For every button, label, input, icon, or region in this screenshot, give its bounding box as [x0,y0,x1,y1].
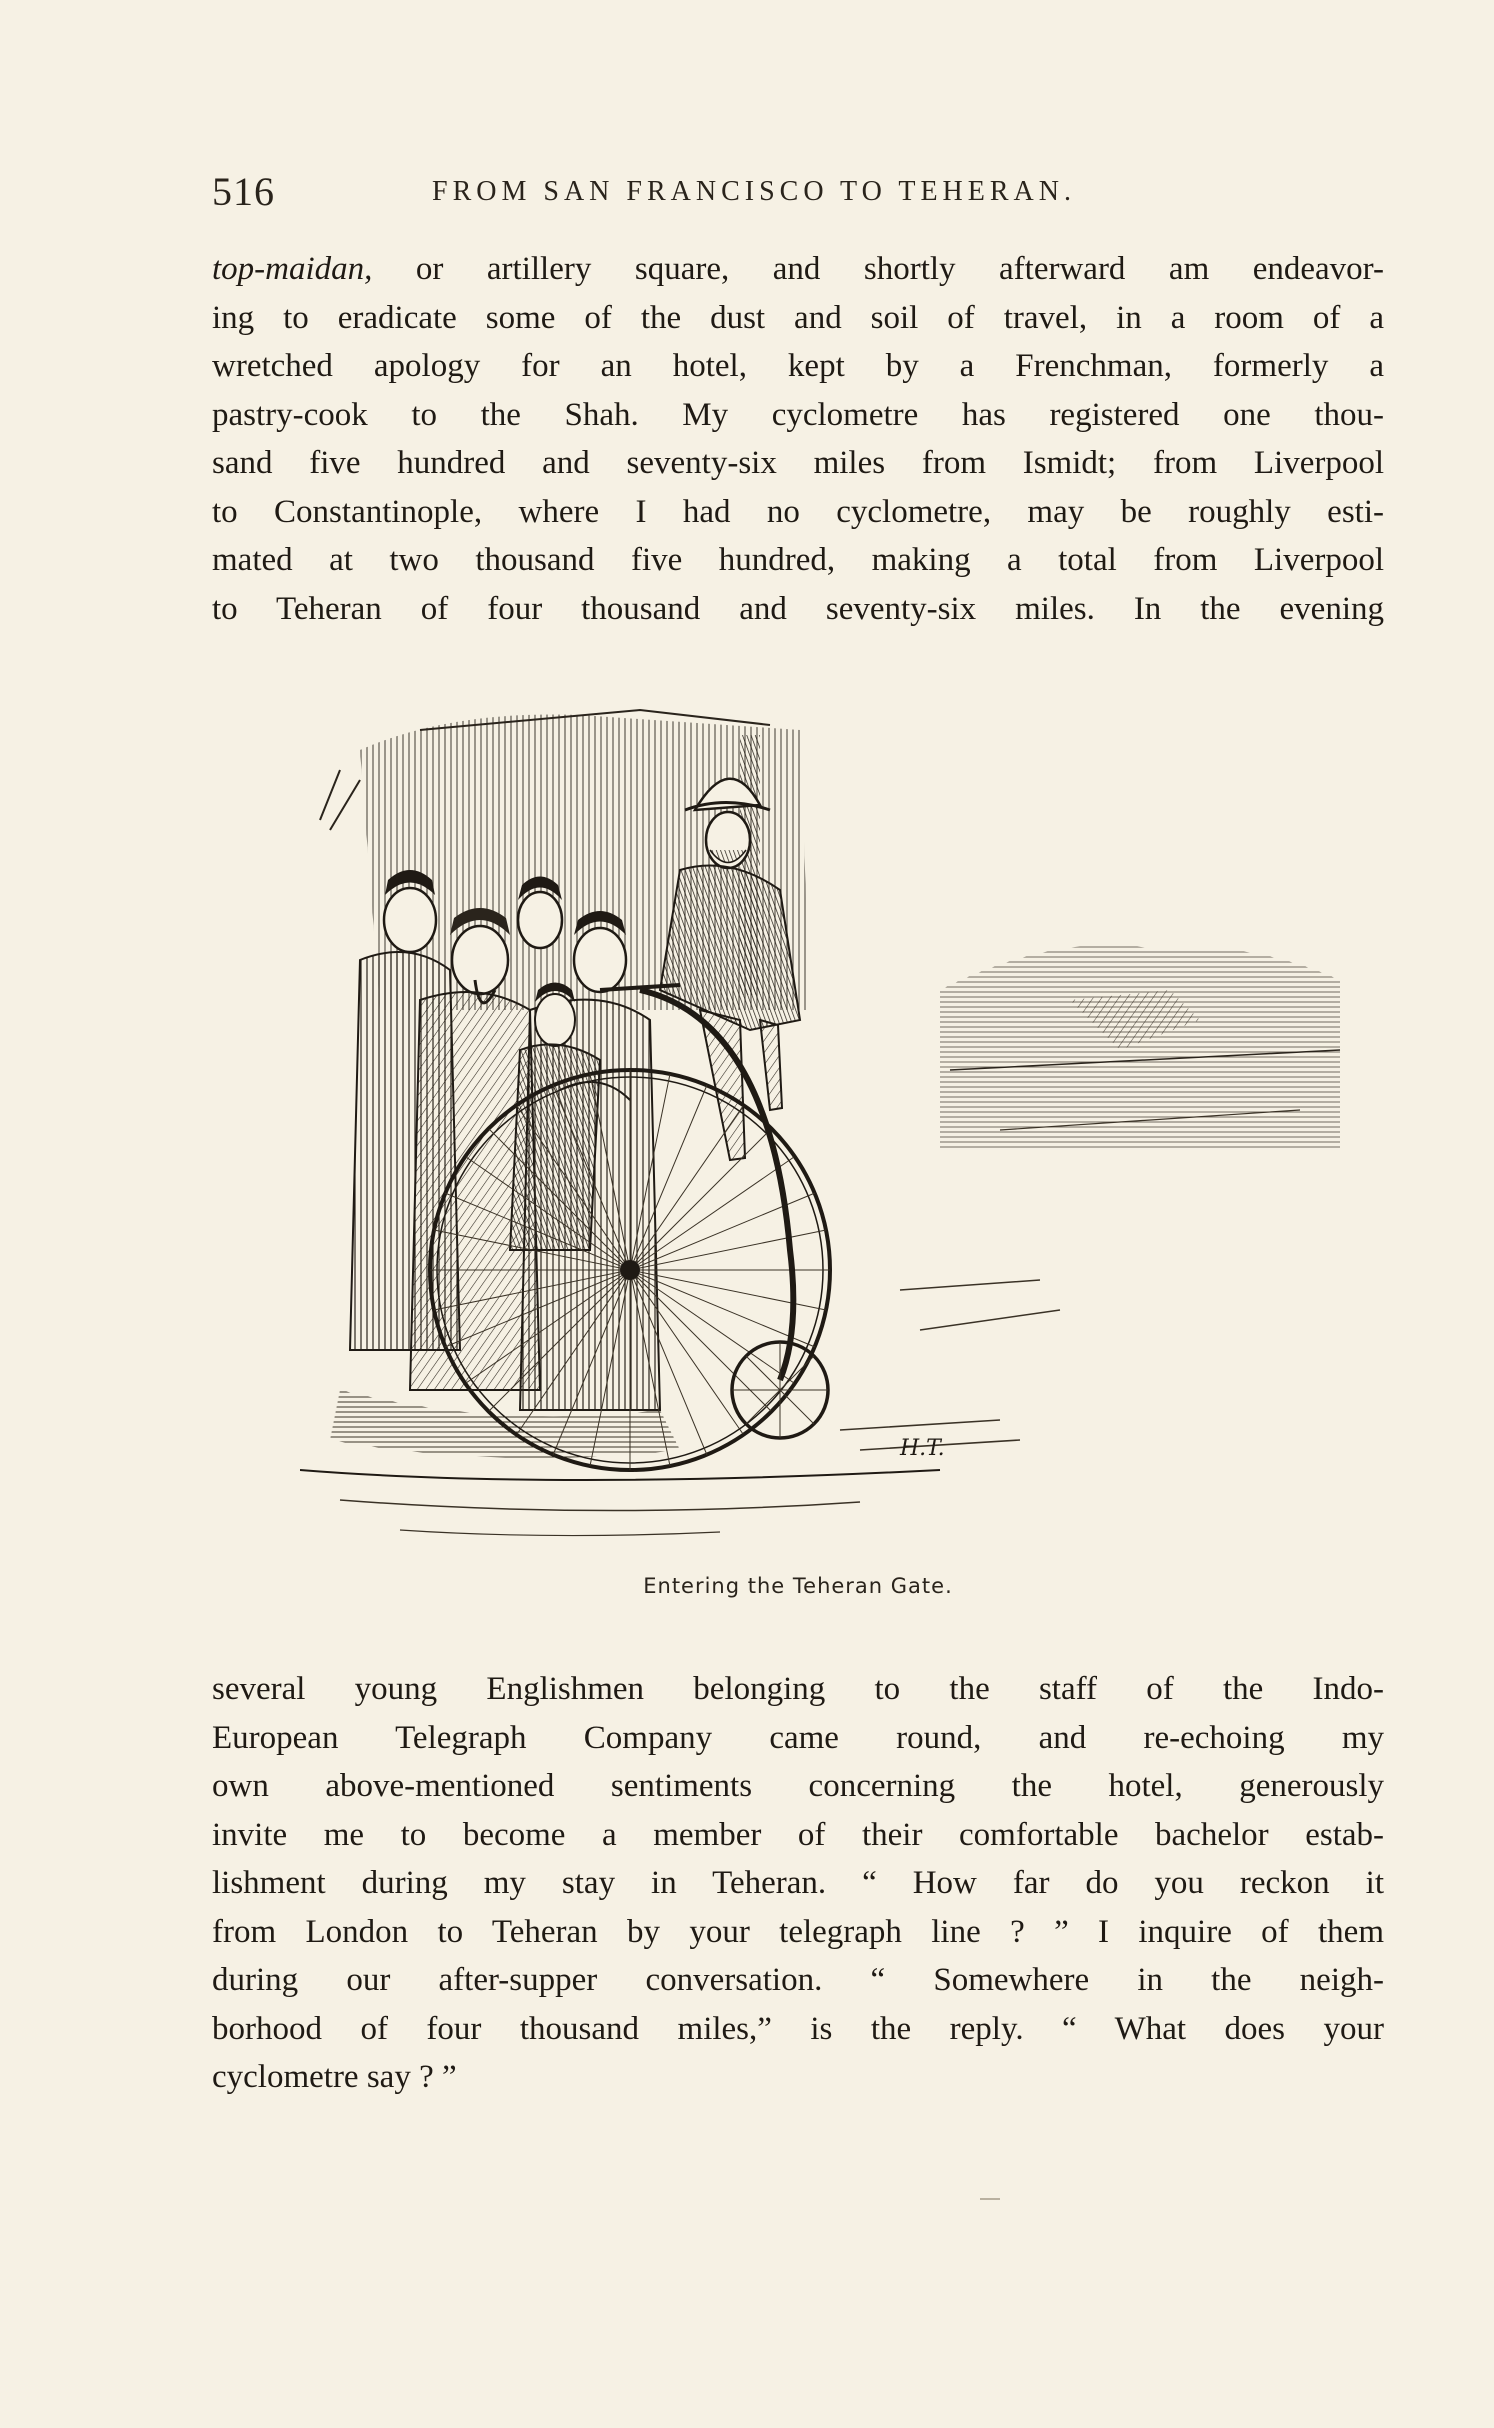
text-line: during our after-supper conversation. “ Somewhere in the neigh- [212,1962,1384,1998]
text-line: wretched apology for an hotel, kept by a Frenchman, formerly a [212,348,1384,384]
running-title: FROM SAN FRANCISCO TO TEHERAN. [432,176,1076,207]
text-line: borhood of four thousand miles,” is the reply. “ What does your [212,2010,1384,2047]
page-footer-mark [980,2198,1000,2200]
text-line: several young Englishmen belonging to the staff of the Indo- [212,1671,1384,1707]
figure-caption: Entering the Teheran Gate. [643,1574,953,1598]
text-line: invite me to become a member of their comfortable bachelor estab- [212,1816,1384,1853]
text-line: own above-mentioned sentiments concerning the hotel, generously [212,1768,1384,1804]
text-line: lishment during my stay in Teheran. “ How far do you reckon it [212,1865,1384,1901]
text-line: cyclometre say ? ” [212,2059,457,2095]
text-line: pastry-cook to the Shah. My cyclometre has registered one thou- [212,396,1384,433]
text-line: to Constantinople, where I had no cyclometre, may be roughly esti- [212,493,1384,530]
landscape [940,945,1340,1150]
paragraph-bottom [212,1665,1384,2102]
text-line: European Telegraph Company came round, and re-echoing my [212,1719,1384,1756]
running-head [212,168,1384,212]
engraving-illustration [300,690,1345,1560]
italic-term: top-maidan, [212,251,373,287]
text-line: ing to eradicate some of the dust and soil of travel, in a room of a [212,299,1384,336]
text-line: to Teheran of four thousand and seventy-six miles. In the evening [212,590,1384,627]
text-line: from London to Teheran by your telegraph line ? ” I inquire of them [212,1913,1384,1950]
artist-signature: H.T. [900,1436,945,1461]
paragraph-top [212,245,1384,633]
text-line: mated at two thousand five hundred, making a total from Liverpool [212,542,1384,578]
illustration [300,690,1345,1560]
text-line-rest: or artillery square, and shortly afterward am endeavor- [372,251,1384,287]
page-number: 516 [212,169,275,214]
text-line [212,245,1384,294]
text-line: sand five hundred and seventy-six miles from Ismidt; from Liverpool [212,445,1384,481]
